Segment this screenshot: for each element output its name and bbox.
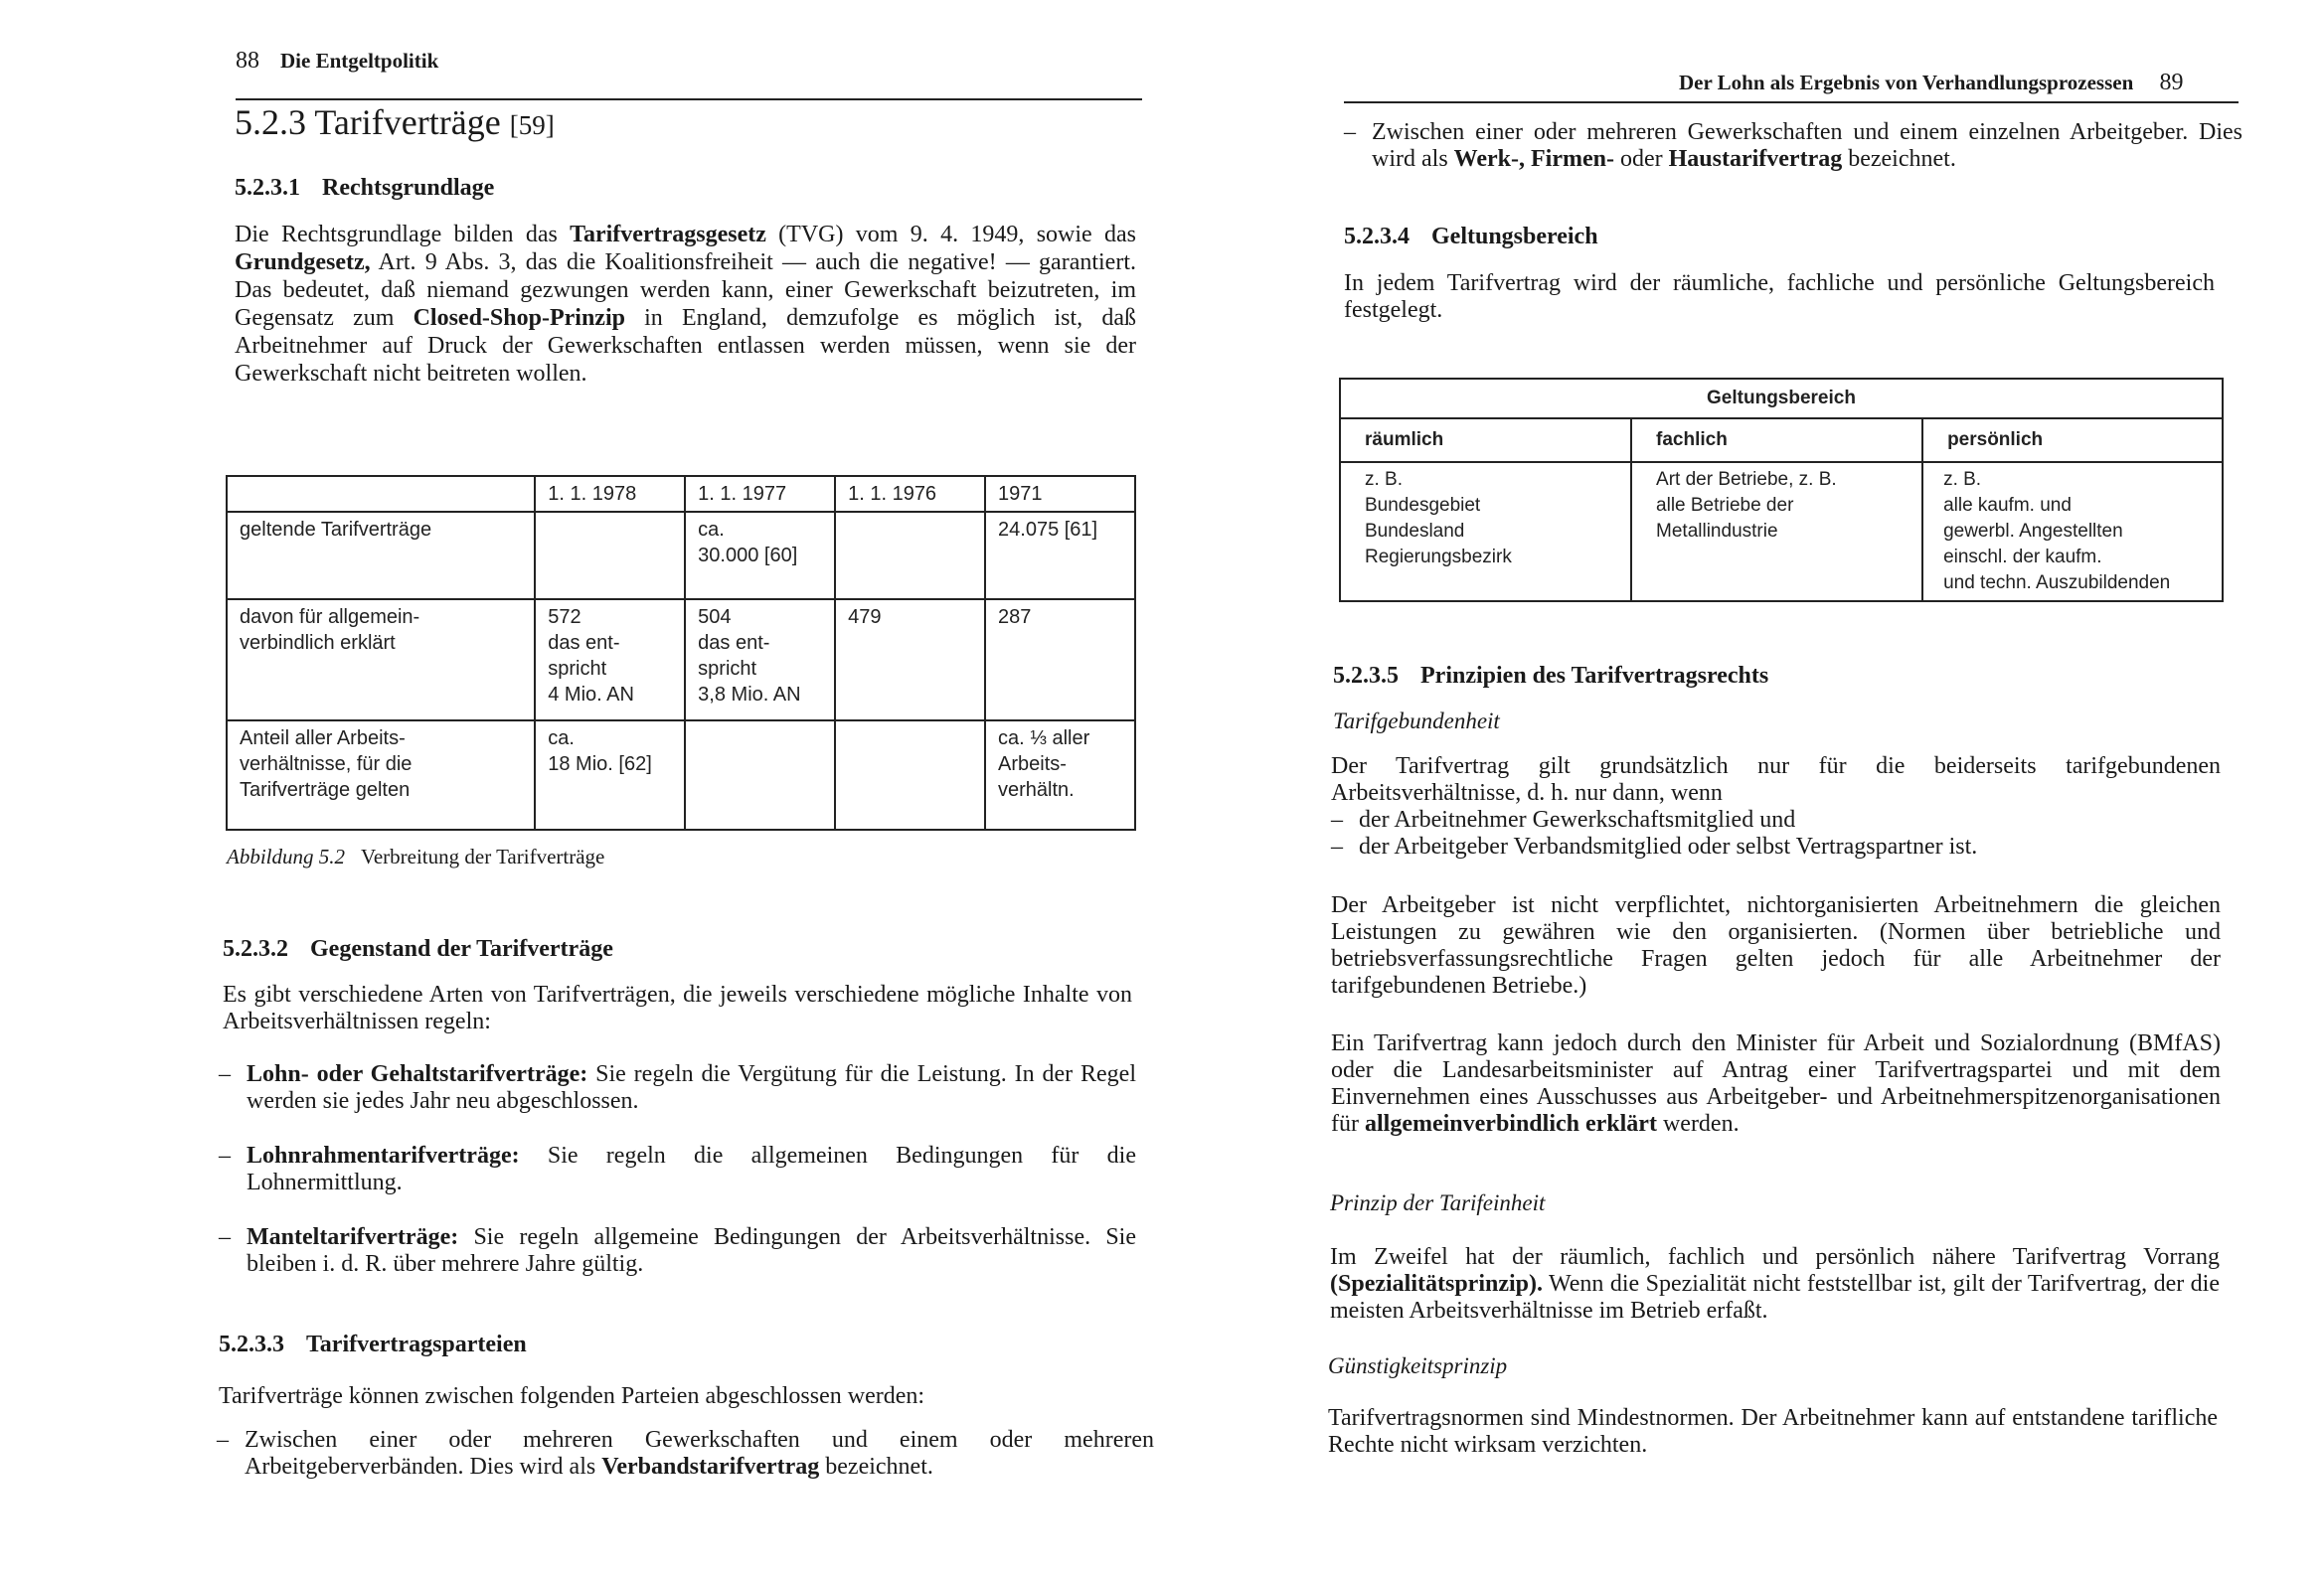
left-running-head: Die Entgeltpolitik — [280, 49, 439, 73]
cell-line: Bundesland — [1365, 521, 1465, 542]
table-cell — [985, 720, 1135, 830]
list-dash: – — [217, 1427, 229, 1453]
cell-line: verbindlich erklärt — [240, 632, 396, 654]
right-page-number: 89 — [2159, 70, 2184, 95]
right-running-head: Der Lohn als Ergebnis von Verhandlungsprozessen — [1679, 71, 2134, 94]
text-run: der Arbeitgeber Verbandsmitglied oder selbst Vertragspartner ist. — [1359, 834, 1978, 860]
section-title — [235, 101, 555, 143]
cell-line: ca. — [548, 727, 575, 749]
paragraph-geltungsbereich — [1344, 270, 2215, 324]
paragraph-nicht-verpflichtet — [1331, 892, 2221, 1000]
table-header-cell: persönlich — [1922, 418, 2223, 462]
paragraph-gegenstand-intro — [223, 982, 1132, 1035]
bold-term: allgemeinverbindlich erklärt — [1364, 1111, 1657, 1137]
list-dash: – — [1331, 807, 1343, 833]
cell-line: alle Betriebe der — [1656, 495, 1794, 516]
heading-number: 5.2.3.4 — [1344, 224, 1410, 249]
table-row — [227, 599, 1135, 720]
heading-gegenstand — [223, 936, 613, 963]
text-run: Tarifverträge können zwischen folgenden Parteien abgeschlossen werden: — [219, 1383, 925, 1409]
paragraph-guenstigkeitsprinzip — [1328, 1405, 2218, 1459]
cell-line: 30.000 [60] — [698, 545, 798, 566]
heading-number: 5.2.3.3 — [219, 1332, 284, 1357]
text-run: Wenn die Spezialität nicht feststellbar ist, gilt der Tarifvertrag, der die meisten Arbeitsverhältnisse im Betrieb erfaßt. — [1330, 1271, 2220, 1324]
table-header-cell: 1. 1. 1977 — [685, 476, 835, 512]
cell-line: z. B. — [1365, 469, 1404, 490]
bold-term: Verbandstarifvertrag — [601, 1454, 820, 1480]
cell-line: 479 — [848, 606, 882, 628]
cell-line: 287 — [998, 606, 1032, 628]
cell-line: spricht — [548, 658, 607, 680]
table-cell — [227, 599, 535, 720]
left-running-header — [236, 48, 438, 75]
cell-line: 504 — [698, 606, 732, 628]
table-cell — [535, 512, 685, 599]
table-row — [227, 720, 1135, 830]
text-run: Sie regeln die Vergütung für die Leistung. In der Regel werden sie jedes Jahr neu abgeschlossen. — [247, 1061, 1137, 1114]
caption-label: Abbildung 5.2 — [227, 845, 345, 868]
text-run: Der Arbeitgeber ist nicht verpflichtet, nichtorganisierten Arbeitnehmern die gleichen Leistungen zu gewähren wie den organisierten. (Normen über betriebliche und betriebsverfassungsrechtliche Fragen gelten jedoch für alle Arbeitnehmer der tarifgebundenen Betriebe.) — [1331, 892, 2221, 999]
table-row — [1340, 462, 2223, 601]
section-title-text: 5.2.3 Tarifverträge — [235, 102, 501, 142]
list-item — [1331, 834, 2221, 861]
cell-line: verhältn. — [998, 779, 1075, 801]
cell-line: Arbeits- — [998, 753, 1067, 775]
table-header-cell: fachlich — [1631, 418, 1922, 462]
table-cell — [835, 512, 985, 599]
heading-number: 5.2.3.1 — [235, 175, 300, 201]
right-page — [1162, 0, 2324, 1577]
cell-line: Regierungsbezirk — [1365, 547, 1512, 567]
right-running-header — [1679, 70, 2184, 96]
cell-line: gewerbl. Angestellten — [1943, 521, 2123, 542]
text-run: der Arbeitnehmer Gewerkschaftsmitglied und — [1359, 807, 1796, 833]
table-cell — [685, 599, 835, 720]
paragraph-rechtsgrundlage — [235, 221, 1136, 388]
text-run: Sie regeln allgemeine Bedingungen der Arbeitsverhältnisse. Sie bleiben i. d. R. über mehrere Jahre gültig. — [247, 1224, 1136, 1277]
table-header-cell: 1. 1. 1976 — [835, 476, 985, 512]
cell-line: und techn. Auszubildenden — [1943, 572, 2171, 593]
text-run: Zwischen einer oder mehreren Gewerkschaften und einem einzelnen Arbeitgeber. Dies wird als — [1372, 119, 2242, 172]
table-header-cell — [227, 476, 535, 512]
table-header-cell: räumlich — [1340, 418, 1631, 462]
heading-text: Geltungsbereich — [1431, 224, 1598, 249]
cell-line: Anteil aller Arbeits- — [240, 727, 406, 749]
text-run: In jedem Tarifvertrag wird der räumliche, fachliche und persönliche Geltungsbereich festgelegt. — [1344, 270, 2215, 323]
left-page-number: 88 — [236, 48, 259, 74]
table-header-row — [1340, 418, 2223, 462]
heading-text: Rechtsgrundlage — [322, 175, 495, 201]
heading-text: Gegenstand der Tarifverträge — [310, 936, 613, 962]
cell-line: 572 — [548, 606, 581, 628]
text-run: Zwischen einer oder mehreren Gewerkschaften und einem oder mehreren Arbeitgeberverbänden. Dies wird als — [245, 1427, 1154, 1480]
table-title-row — [1340, 379, 2223, 418]
table-header-cell: 1971 — [985, 476, 1135, 512]
list-dash: – — [219, 1061, 231, 1087]
paragraph-parteien-intro — [219, 1383, 1128, 1410]
bold-term: Lohnrahmentarifverträge: — [247, 1143, 520, 1169]
cell-line: spricht — [698, 658, 757, 680]
table-cell — [535, 599, 685, 720]
list-item — [1344, 119, 2242, 173]
heading-text: Prinzipien des Tarifvertragsrechts — [1420, 663, 1769, 689]
bold-term: Manteltarifverträge: — [247, 1224, 459, 1250]
list-item — [217, 1427, 1154, 1481]
cell-line: 24.075 [61] — [998, 519, 1098, 541]
table-cell — [1631, 462, 1922, 601]
table-row — [227, 512, 1135, 599]
bold-term: Firmen- — [1530, 146, 1614, 172]
cell-line: Art der Betriebe, z. B. — [1656, 469, 1837, 490]
cell-line: Metallindustrie — [1656, 521, 1778, 542]
bold-term: Closed-Shop-Prinzip — [413, 305, 625, 331]
table-cell — [985, 512, 1135, 599]
table-cell — [227, 512, 535, 599]
cell-line: das ent- — [698, 632, 770, 654]
table-cell — [835, 720, 985, 830]
bold-term: Tarifvertragsgesetz — [570, 222, 766, 247]
text-run: bezeichnet. — [819, 1454, 933, 1480]
cell-line: ca. — [698, 519, 725, 541]
heading-number: 5.2.3.5 — [1333, 663, 1399, 689]
bold-term: Lohn- oder Gehaltstarifverträge: — [247, 1061, 588, 1087]
list-item — [219, 1143, 1136, 1196]
heading-prinzipien — [1333, 663, 1768, 690]
table-header-cell: 1. 1. 1978 — [535, 476, 685, 512]
bold-term: Werk-, — [1453, 146, 1525, 172]
text-run: Art. 9 Abs. 3, das die Koalitionsfreiheit — auch die negative! — garantiert. Das bedeutet, daß niemand gezwungen werden kann, einer Gewerkschaft beizutreten, im Gegensatz zum — [235, 249, 1136, 331]
table-cell — [535, 720, 685, 830]
text-run: Ein Tarifvertrag kann jedoch durch den Minister für Arbeit und Sozialordnung (BMfAS) oder die Landesarbeitsminister auf Antrag einer Tarifvertragspartei und mit dem Einvernehmen eines Ausschusses aus Arbeitgeber- und Arbeitnehmerspitzenorganisationen für — [1331, 1030, 2221, 1137]
text-run: Die Rechtsgrundlage bilden das — [235, 222, 571, 247]
table-title-cell: Geltungsbereich — [1340, 379, 2223, 418]
text-run: Tarifvertragsnormen sind Mindestnormen. Der Arbeitnehmer kann auf entstandene tarifliche Rechte nicht wirksam verzichten. — [1328, 1405, 2218, 1458]
caption-text: Verbreitung der Tarifverträge — [361, 845, 605, 868]
cell-line: z. B. — [1943, 469, 1982, 490]
cell-line: 18 Mio. [62] — [548, 753, 652, 775]
figure-caption — [227, 845, 604, 869]
cell-line: 3,8 Mio. AN — [698, 684, 801, 706]
text-run: Im Zweifel hat der räumlich, fachlich und persönlich nähere Tarifvertrag Vorrang — [1330, 1244, 2220, 1270]
text-run: (TVG) vom 9. 4. 1949, sowie das — [765, 222, 1137, 247]
list-item — [219, 1224, 1136, 1278]
text-run: Es gibt verschiedene Arten von Tarifverträgen, die jeweils verschiedene mögliche Inhalte von Arbeitsverhältnissen regeln: — [223, 982, 1132, 1034]
cell-line: ca. ⅓ aller — [998, 727, 1090, 749]
paragraph-tarifgebundenheit — [1331, 753, 2221, 807]
cell-line: 4 Mio. AN — [548, 684, 634, 706]
cell-line: geltende Tarifverträge — [240, 519, 432, 541]
text-run: Sie regeln die allgemeinen Bedingungen für die Lohnermittlung. — [247, 1143, 1136, 1195]
table-cell — [1340, 462, 1631, 601]
bold-term: (Spezialitätsprinzip). — [1330, 1271, 1543, 1297]
cell-line: alle kaufm. und — [1943, 495, 2072, 516]
cell-line: Tarifverträge gelten — [240, 779, 411, 801]
geltungsbereich-table — [1339, 378, 2224, 602]
table-cell — [1922, 462, 2223, 601]
tarif-statistics-table — [226, 475, 1136, 831]
text-run: bezeichnet. — [1842, 146, 1956, 172]
table-header-row — [227, 476, 1135, 512]
table-cell — [685, 720, 835, 830]
list-dash: – — [219, 1143, 231, 1169]
bold-term: Grundgesetz, — [235, 249, 371, 275]
section-ref: [59] — [509, 110, 555, 140]
paragraph-allgemeinverbindlich — [1331, 1030, 2221, 1138]
table-cell — [985, 599, 1135, 720]
subheading-tarifgebundenheit: Tarifgebundenheit — [1333, 709, 1500, 733]
list-dash: – — [219, 1224, 231, 1250]
cell-line: einschl. der kaufm. — [1943, 547, 2102, 567]
heading-text: Tarifvertragsparteien — [306, 1332, 527, 1357]
bold-term: Haustarifvertrag — [1668, 146, 1843, 172]
cell-line: das ent- — [548, 632, 620, 654]
paragraph-tarifeinheit — [1330, 1244, 2220, 1325]
subheading-tarifeinheit: Prinzip der Tarifeinheit — [1330, 1190, 1546, 1215]
list-item — [219, 1061, 1136, 1115]
cell-line: Bundesgebiet — [1365, 495, 1481, 516]
left-header-rule — [236, 98, 1142, 100]
list-dash: – — [1331, 834, 1343, 860]
heading-rechtsgrundlage — [235, 175, 494, 202]
text-run: werden. — [1656, 1111, 1740, 1137]
text-run: in England, demzufolge es möglich ist, daß Arbeitnehmer auf Druck der Gewerkschaften entlassen werden müssen, wenn sie der Gewerkschaft nicht beitreten wollen. — [235, 305, 1136, 387]
cell-line: verhältnisse, für die — [240, 753, 413, 775]
list-dash: – — [1344, 119, 1356, 145]
table-cell — [227, 720, 535, 830]
subheading-guenstigkeitsprinzip: Günstigkeitsprinzip — [1328, 1353, 1508, 1378]
table-cell — [835, 599, 985, 720]
table-cell — [685, 512, 835, 599]
text-run: Der Tarifvertrag gilt grundsätzlich nur für die beiderseits tarifgebundenen Arbeitsverhältnisse, d. h. nur dann, wenn — [1331, 753, 2221, 806]
right-header-rule — [1344, 101, 2239, 103]
cell-line: davon für allgemein- — [240, 606, 420, 628]
heading-tarifvertragsparteien — [219, 1332, 527, 1358]
heading-number: 5.2.3.2 — [223, 936, 288, 962]
list-item — [1331, 807, 2221, 834]
text-run: oder — [1613, 146, 1669, 172]
heading-geltungsbereich — [1344, 224, 1598, 250]
